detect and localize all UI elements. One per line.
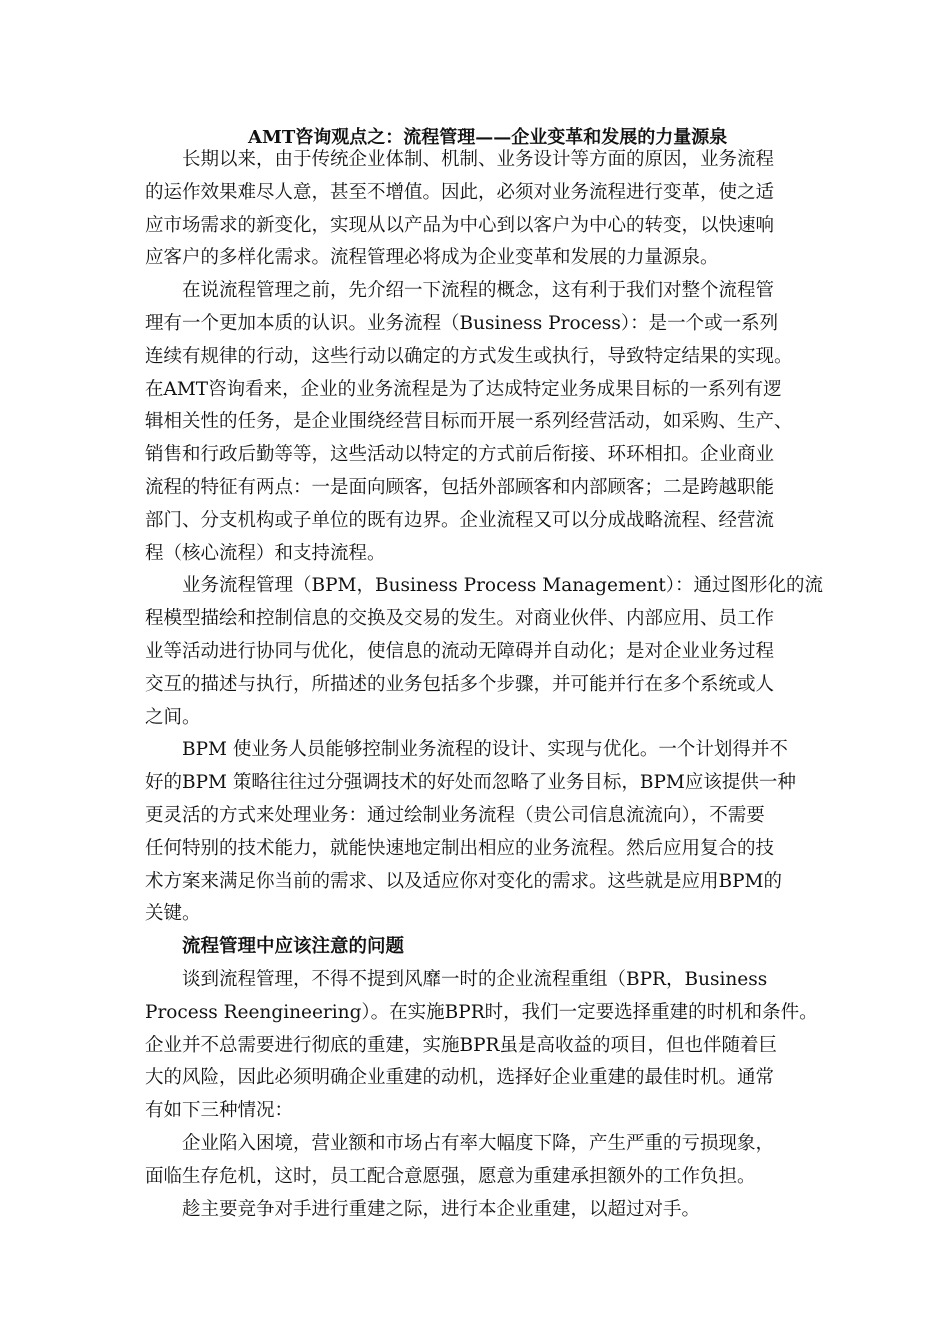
paragraph-line: 面临生存危机，这时，员工配合意愿强，愿意为重建承担额外的工作负担。 xyxy=(145,1165,756,1187)
paragraph-line: 大的风险，因此必须明确企业重建的动机，选择好企业重建的最佳时机。通常 xyxy=(145,1067,775,1089)
paragraph-line: 辑相关性的任务，是企业围绕经营目标而开展一系列经营活动，如采购、生产、 xyxy=(145,411,793,433)
paragraph-line: 流程的特征有两点：一是面向顾客，包括外部顾客和内部顾客；二是跨越职能 xyxy=(145,476,775,498)
paragraph-line: 企业并不总需要进行彻底的重建，实施BPR虽是高收益的项目，但也伴随着巨 xyxy=(145,1034,777,1056)
paragraph-line: 术方案来满足你当前的需求、以及适应你对变化的需求。这些就是应用BPM的 xyxy=(145,870,782,892)
paragraph-line: Process Reengineering）。在实施BPR时，我们一定要选择重建的时机和条件。 xyxy=(145,1001,818,1023)
paragraph-line: 更灵活的方式来处理业务：通过绘制业务流程（贵公司信息流流向），不需要 xyxy=(145,804,765,826)
paragraph-line: BPM 使业务人员能够控制业务流程的设计、实现与优化。一个计划得并不 xyxy=(182,739,788,761)
paragraph-line: 业务流程管理（BPM，Business Process Management）：通过图形化的流 xyxy=(182,575,824,597)
paragraph-line: 应市场需求的新变化，实现从以产品为中心到以客户为中心的转变，以快速响 xyxy=(145,214,775,236)
paragraph-line: 在说流程管理之前，先介绍一下流程的概念，这有利于我们对整个流程管 xyxy=(182,280,775,302)
paragraph-line: 销售和行政后勤等等，这些活动以特定的方式前后衔接、环环相扣。企业商业 xyxy=(145,444,775,466)
paragraph-line: 应客户的多样化需求。流程管理必将成为企业变革和发展的力量源泉。 xyxy=(145,247,719,269)
paragraph-line: 趁主要竞争对手进行重建之际，进行本企业重建，以超过对手。 xyxy=(182,1198,701,1220)
paragraph-line: 连续有规律的行动，这些行动以确定的方式发生或执行，导致特定结果的实现。 xyxy=(145,345,793,367)
paragraph-line: 好的BPM 策略往往过分强调技术的好处而忽略了业务目标，BPM应该提供一种 xyxy=(145,772,796,794)
paragraph-line: 业等活动进行协同与优化，使信息的流动无障碍并自动化；是对企业业务过程 xyxy=(145,640,775,662)
paragraph-line: 的运作效果难尽人意，甚至不增值。因此，必须对业务流程进行变革，使之适 xyxy=(145,181,775,203)
document-title: AMT咨询观点之：流程管理——企业变革和发展的力量源泉 xyxy=(248,127,728,148)
paragraph-line: 部门、分支机构或子单位的既有边界。企业流程又可以分成战略流程、经营流 xyxy=(145,509,775,531)
paragraph-line: 长期以来，由于传统企业体制、机制、业务设计等方面的原因，业务流程 xyxy=(182,149,775,170)
document-body xyxy=(145,144,824,1226)
paragraph-line: 交互的描述与执行，所描述的业务包括多个步骤，并可能并行在多个系统或人 xyxy=(145,673,775,695)
paragraph-line: 理有一个更加本质的认识。业务流程（Business Process）：是一个或一系列 xyxy=(145,312,779,334)
paragraph-line: 之间。 xyxy=(145,706,201,728)
paragraph-line: 谈到流程管理，不得不提到风靡一时的企业流程重组（BPR，Business xyxy=(182,968,768,990)
paragraph-line: 程模型描绘和控制信息的交换及交易的发生。对商业伙伴、内部应用、员工作 xyxy=(145,608,775,630)
paragraph-line: 有如下三种情况： xyxy=(145,1100,294,1122)
paragraph-line: 程（核心流程）和支持流程。 xyxy=(145,542,386,564)
paragraph-line: 在AMT咨询看来，企业的业务流程是为了达成特定业务成果目标的一系列有逻 xyxy=(145,378,782,400)
paragraph-line: 企业陷入困境，营业额和市场占有率大幅度下降，产生严重的亏损现象， xyxy=(182,1132,775,1154)
section-heading: 流程管理中应该注意的问题 xyxy=(182,936,405,958)
paragraph-line: 关键。 xyxy=(145,903,201,925)
paragraph-line: 任何特别的技术能力，就能快速地定制出相应的业务流程。然后应用复合的技 xyxy=(145,837,775,859)
